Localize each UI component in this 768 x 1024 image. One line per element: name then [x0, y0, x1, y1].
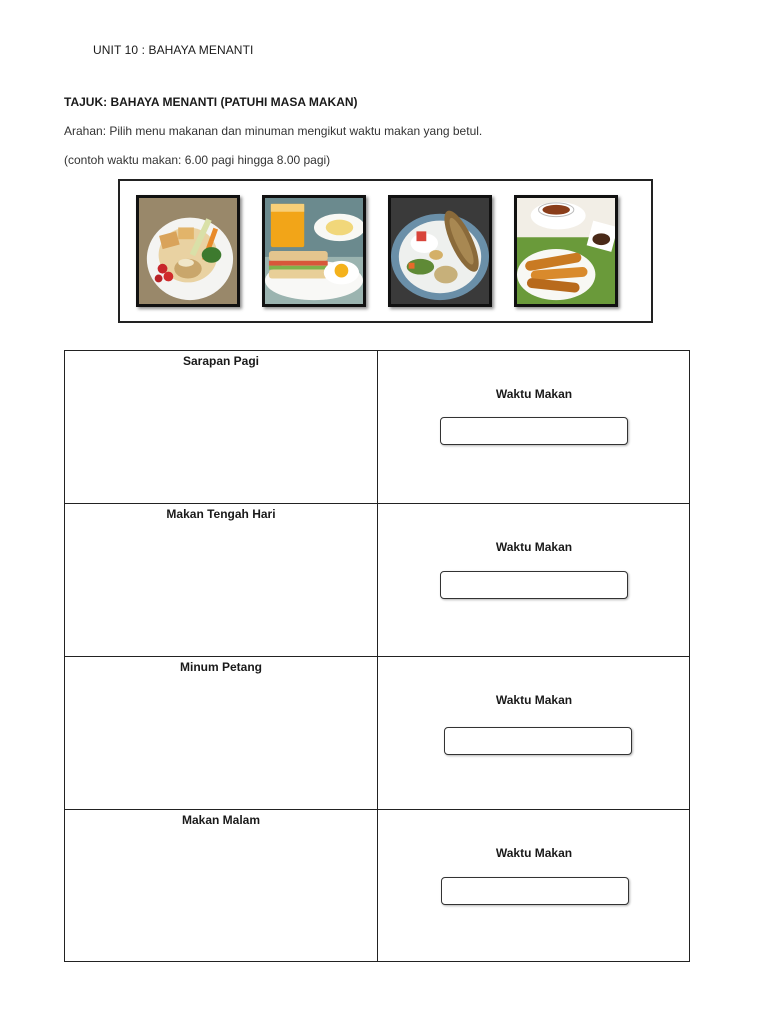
- example-note: (contoh waktu makan: 6.00 pagi hingga 8.00 pagi): [64, 153, 331, 167]
- meal-row-makan-malam: [65, 809, 689, 962]
- column-divider: [377, 810, 378, 962]
- rice-fish-plate-photo[interactable]: [388, 195, 492, 307]
- food-image-strip: [118, 179, 653, 323]
- meal-row-makan-tengah-hari: [65, 503, 689, 656]
- time-label: Waktu Makan: [495, 846, 573, 860]
- meal-row-sarapan-pagi: [65, 351, 689, 504]
- time-input-minum-petang[interactable]: [444, 727, 632, 755]
- meal-row-minum-petang: [65, 656, 689, 809]
- time-label: Waktu Makan: [495, 693, 573, 707]
- unit-title: UNIT 10 : BAHAYA MENANTI: [93, 43, 254, 57]
- column-divider: [377, 351, 378, 504]
- instruction-text: Arahan: Pilih menu makanan dan minuman mengikut waktu makan yang betul.: [64, 124, 483, 138]
- meal-time-table: [64, 350, 690, 962]
- tea-fried-snack-photo[interactable]: [514, 195, 618, 307]
- time-input-makan-malam[interactable]: [441, 877, 629, 905]
- time-label: Waktu Makan: [495, 540, 573, 554]
- column-divider: [377, 657, 378, 809]
- time-input-sarapan-pagi[interactable]: [440, 417, 628, 445]
- meal-label: Sarapan Pagi: [182, 354, 260, 368]
- sandwich-juice-breakfast-photo[interactable]: [262, 195, 366, 307]
- column-divider: [377, 504, 378, 656]
- time-label: Waktu Makan: [495, 387, 573, 401]
- meal-label: Makan Malam: [181, 813, 261, 827]
- salad-plate-photo[interactable]: [136, 195, 240, 307]
- meal-label: Makan Tengah Hari: [166, 507, 276, 521]
- meal-label: Minum Petang: [179, 660, 262, 674]
- topic-title: TAJUK: BAHAYA MENANTI (PATUHI MASA MAKAN): [64, 95, 358, 109]
- time-input-makan-tengah-hari[interactable]: [440, 571, 628, 599]
